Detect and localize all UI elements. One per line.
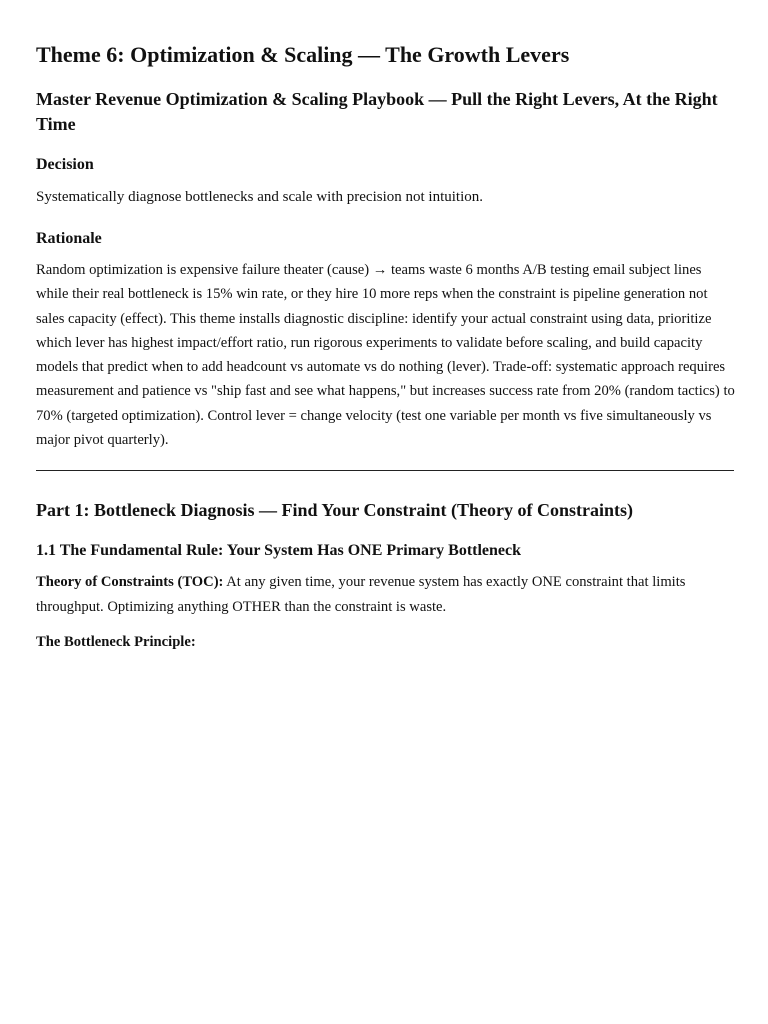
section-divider (36, 470, 734, 471)
part1-heading: Part 1: Bottleneck Diagnosis — Find Your Constraint (Theory of Constraints) (36, 500, 633, 520)
section-1-1-heading: 1.1 The Fundamental Rule: Your System Has ONE Primary Bottleneck (36, 542, 522, 559)
toc-paragraph (36, 570, 736, 619)
theme-title: Theme 6: Optimization & Scaling — The Growth Levers (36, 42, 570, 67)
toc-label: Theory of Constraints (TOC): (36, 574, 224, 590)
playbook-title: Master Revenue Optimization & Scaling Playbook — Pull the Right Levers, At the Right Time (36, 89, 718, 134)
decision-heading: Decision (36, 156, 94, 173)
rationale-heading: Rationale (36, 230, 102, 247)
toc-text: At any given time, your revenue system has exactly ONE constraint that limits throughput. Optimizing anything OTHER than the constraint is waste. (36, 574, 686, 615)
bottleneck-principle-heading: The Bottleneck Principle: (36, 634, 196, 650)
decision-text: Systematically diagnose bottlenecks and scale with precision not intuition. (36, 189, 483, 205)
rationale-text: Random optimization is expensive failure theater (cause) → teams waste 6 months A/B testing email subject lines while their real bottleneck is 15% win rate, or they hire 10 more reps when the constraint is pipeline generation not sales capacity (effect). This theme installs diagnostic discipline: identify your actual constraint using data, prioritize which lever has highest impact/effort ratio, run rigorous experiments to validate before scaling, and build capacity models that predict when to add headcount vs automate vs do nothing (lever). Trade-off: systematic approach requires measurement and patience vs "ship fast and see what happens," but increases success rate from 20% (random tactics) to 70% (targeted optimization). Control lever = change velocity (test one variable per month vs five simultaneously vs major pivot quarterly). (36, 262, 735, 449)
